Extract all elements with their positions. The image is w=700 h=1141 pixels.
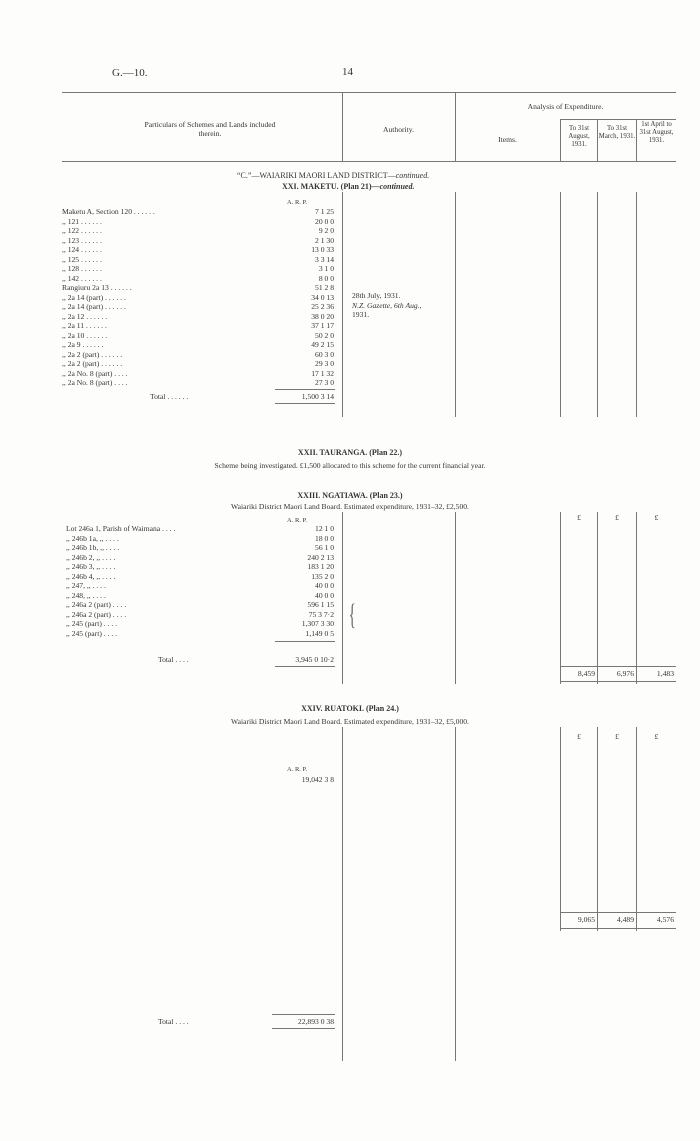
header-bottom-rule <box>62 161 676 162</box>
s23-areas <box>272 524 334 638</box>
s23-currency-1: £ <box>577 513 581 522</box>
s23-brace: { <box>348 598 356 631</box>
land-row: ,, 2a No. 8 (part) . . . . <box>62 378 128 387</box>
s21-total-label: Total . . . . . . <box>150 392 189 401</box>
s23-total-1: 8,459 <box>577 669 595 678</box>
land-row: ,, 245 (part) . . . . <box>66 628 118 638</box>
s24-total-label: Total . . . . <box>158 1017 189 1026</box>
s24-total: 22,893 0 38 <box>297 1017 334 1026</box>
land-row: ,, 142 . . . . . . <box>62 273 102 283</box>
header-analysis: Analysis of Expenditure. <box>527 102 604 111</box>
area-value: 3 3 14 <box>315 254 334 264</box>
analysis-rule <box>560 119 676 120</box>
area-value: 1,149 0 5 <box>305 628 334 638</box>
s24-total-3: 4,576 <box>656 915 674 924</box>
land-row: Rangiuru 2a 13 . . . . . . <box>62 283 132 292</box>
land-row: Lot 246a 1, Parish of Waimana . . . . <box>66 524 176 533</box>
header-top-rule <box>62 92 676 93</box>
land-row: ,, 246b 1b, ,, . . . . <box>66 543 120 552</box>
s23-total-label: Total . . . . <box>158 655 189 664</box>
s24-divider-1 <box>342 727 343 1061</box>
s21-divider-2 <box>455 192 456 417</box>
land-row: ,, 246b 4, ,, . . . . <box>66 571 116 581</box>
s24-totals-rule <box>560 912 676 913</box>
s24-divider-2 <box>455 727 456 1061</box>
land-row: ,, 2a 9 . . . . . . <box>62 340 104 349</box>
land-row: ,, 2a No. 8 (part) . . . . <box>62 368 128 378</box>
land-row: Maketu A, Section 120 . . . . . . <box>62 207 155 216</box>
s23-totals-underline <box>560 681 676 682</box>
s23-currency-2: £ <box>615 513 619 522</box>
authority-line: 28th July, 1931. <box>352 291 401 300</box>
land-row: ,, 246a 2 (part) . . . . <box>66 609 127 619</box>
s23-units: A. R. P. <box>287 517 308 524</box>
area-value: 12 1 0 <box>315 524 334 533</box>
area-value: 38 0 20 <box>311 311 334 321</box>
area-value: 75 3 7·2 <box>308 609 334 619</box>
s22-title: XXII. TAURANGA. (Plan 22.) <box>297 448 403 457</box>
land-row: ,, 2a 2 (part) . . . . . . <box>62 359 123 368</box>
area-value: 7 1 25 <box>315 207 334 216</box>
s24-currency-3: £ <box>654 732 659 741</box>
land-row: ,, 2a 14 (part) . . . . . . <box>62 292 126 302</box>
land-row: ,, 247, ,, . . . . <box>66 581 106 590</box>
s24-total-2: 4,489 <box>616 915 634 924</box>
area-value: 240 2 13 <box>307 552 334 562</box>
area-value: 25 2 36 <box>311 302 334 311</box>
area-value: 2 1 30 <box>315 235 334 245</box>
land-row: ,, 123 . . . . . . <box>62 235 102 245</box>
s23-currency-3: £ <box>654 513 659 522</box>
area-value: 18 0 0 <box>315 533 334 543</box>
s24-total-underline <box>272 1028 335 1029</box>
s24-divider-4 <box>597 727 598 931</box>
s23-divider-4 <box>597 512 598 684</box>
area-value: 8 0 0 <box>318 273 334 283</box>
land-row: ,, 2a 2 (part) . . . . . . <box>62 349 123 359</box>
area-value: 49 2 15 <box>311 340 334 349</box>
land-row: ,, 122 . . . . . . <box>62 226 102 235</box>
page-ref: G.—10. <box>112 67 148 79</box>
s23-divider-2 <box>455 512 456 684</box>
header-items: Items. <box>498 135 517 144</box>
s21-lands <box>62 207 155 388</box>
s24-total-rule <box>272 1014 335 1015</box>
s24-intro-area: 19,042 3 8 <box>301 775 334 784</box>
s23-lands <box>66 524 175 638</box>
header-particulars: Particulars of Schemes and Lands included therein. <box>144 120 276 138</box>
s21-divider-5 <box>636 192 637 417</box>
area-value: 135 2 0 <box>311 571 334 581</box>
area-value: 9 2 0 <box>318 226 334 235</box>
s23-total-3: 1,483 <box>656 669 674 678</box>
s21-total: 1,500 3 14 <box>301 392 334 401</box>
authority-line: 1931. <box>352 310 370 319</box>
s23-divider-5 <box>636 512 637 684</box>
land-row: ,, 2a 14 (part) . . . . . . <box>62 302 126 311</box>
s24-currency-2: £ <box>615 732 619 741</box>
header-col3: 1st April to 31st August, 1931. <box>639 121 674 144</box>
area-value: 20 0 0 <box>315 216 334 226</box>
s23-total-rule <box>275 641 335 642</box>
s24-subtitle: Waiariki District Maori Land Board. Estimated expenditure, 1931–32, £5,000. <box>231 717 469 726</box>
land-row: ,, 246a 2 (part) . . . . <box>66 600 127 609</box>
s23-divider-3 <box>560 512 561 684</box>
s23-subtitle: Waiariki District Maori Land Board. Estimated expenditure, 1931–32, £2,500. <box>231 502 469 511</box>
s21-divider-3 <box>560 192 561 417</box>
area-value: 1,307 3 30 <box>301 619 334 628</box>
s22-note: Scheme being investigated. £1,500 allocated to this scheme for the current financial year. <box>214 461 486 470</box>
land-row: ,, 2a 12 . . . . . . <box>62 311 108 321</box>
s21-divider-4 <box>597 192 598 417</box>
land-row: ,, 124 . . . . . . <box>62 245 102 254</box>
area-value: 51 2 8 <box>315 283 334 292</box>
land-row: ,, 246b 2, ,, . . . . <box>66 552 116 562</box>
s23-total: 3,945 0 10·2 <box>295 655 334 664</box>
land-row: ,, 2a 11 . . . . . . <box>62 321 107 330</box>
land-row: ,, 248, ,, . . . . <box>66 590 106 600</box>
area-value: 56 1 0 <box>315 543 334 552</box>
area-value: 596 1 15 <box>307 600 334 609</box>
s21-total-rule <box>275 389 335 390</box>
land-row: ,, 125 . . . . . . <box>62 254 102 264</box>
area-value: 17 1 32 <box>311 368 334 378</box>
page-number: 14 <box>342 66 353 78</box>
area-value: 29 3 0 <box>315 359 334 368</box>
land-row: ,, 128 . . . . . . <box>62 264 102 273</box>
s21-units: A. R. P. <box>287 199 308 206</box>
area-value: 40 0 0 <box>315 581 334 590</box>
s24-total-1: 9,065 <box>577 915 595 924</box>
s23-total-underline <box>275 666 335 667</box>
s24-units: A. R. P. <box>287 766 308 773</box>
area-value: 183 1 20 <box>307 562 334 571</box>
land-row: ,, 246b 3, ,, . . . . <box>66 562 116 571</box>
s23-divider-1 <box>342 512 343 684</box>
s21-authority <box>352 291 421 320</box>
authority-line: N.Z. Gazette, 6th Aug., <box>352 300 422 310</box>
s21-total-underline <box>275 403 335 404</box>
land-row: ,, 245 (part) . . . . <box>66 619 118 628</box>
area-value: 13 0 33 <box>311 245 334 254</box>
s23-totals-rule <box>560 666 676 667</box>
land-row: ,, 2a 10 . . . . . . <box>62 330 108 340</box>
area-value: 40 0 0 <box>315 590 334 600</box>
area-value: 34 0 13 <box>311 292 334 302</box>
area-value: 27 3 0 <box>315 378 334 387</box>
s21-title: XXI. MAKETU. (Plan 21)—continued. <box>282 182 415 191</box>
area-value: 60 3 0 <box>315 349 334 359</box>
header-authority: Authority. <box>383 125 414 134</box>
s24-currency-1: £ <box>577 732 581 741</box>
area-value: 3 1 0 <box>318 264 334 273</box>
s24-totals-underline <box>560 928 676 929</box>
area-value: 37 1 17 <box>311 321 334 330</box>
district-title: “C.”—WAIARIKI MAORI LAND DISTRICT—continued. <box>237 171 430 180</box>
header-col1: To 31st August, 1931. <box>568 125 590 148</box>
header-col2: To 31st March, 1931. <box>598 125 636 140</box>
s23-title: XXIII. NGATIAWA. (Plan 23.) <box>297 491 403 500</box>
land-row: ,, 121 . . . . . . <box>62 216 102 226</box>
s21-areas <box>272 207 334 388</box>
s21-divider-1 <box>342 192 343 417</box>
s23-total-2: 6,976 <box>616 669 634 678</box>
s24-divider-3 <box>560 727 561 931</box>
s24-title: XXIV. RUATOKI. (Plan 24.) <box>301 704 399 713</box>
area-value: 50 2 0 <box>315 330 334 340</box>
s24-divider-5 <box>636 727 637 931</box>
land-row: ,, 246b 1a, ,, . . . . <box>66 533 119 543</box>
